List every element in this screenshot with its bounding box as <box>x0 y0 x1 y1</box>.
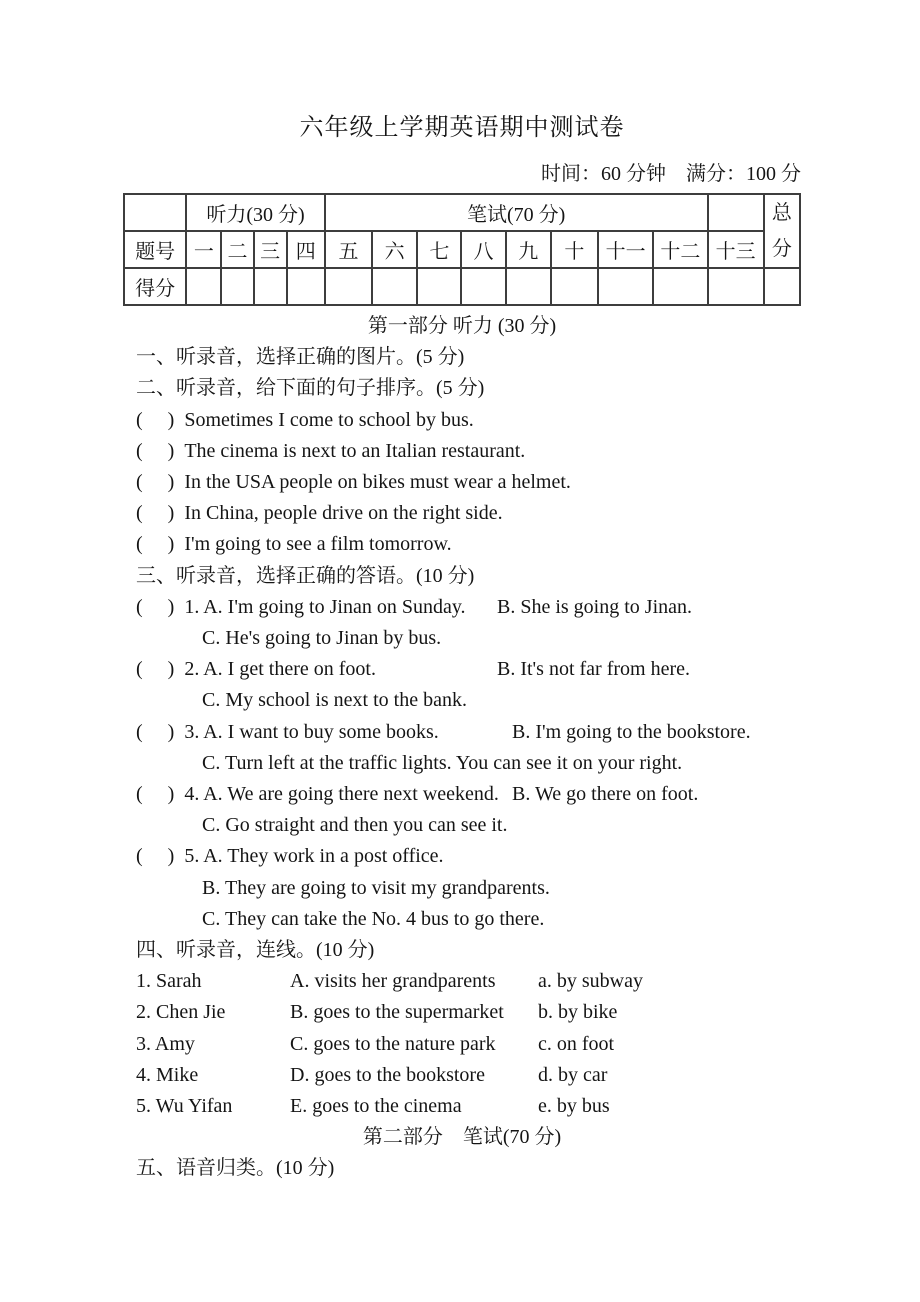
score-blank-cell <box>708 268 764 305</box>
option-a: 5. A. They work in a post office. <box>184 845 444 868</box>
section5-title: 五、语音归类。(10 分) <box>136 1157 335 1180</box>
question-col: 六 <box>372 231 417 268</box>
section4-title: 四、听录音，连线。(10 分) <box>136 939 375 962</box>
question-3-line <box>123 717 801 748</box>
match-name: 1. Sarah <box>136 970 202 993</box>
score-blank-cell <box>221 268 253 305</box>
question-col: 二 <box>221 231 253 268</box>
question-5-line <box>123 841 801 872</box>
match-row <box>123 966 801 997</box>
section2-title: 二、听录音，给下面的句子排序。(5 分) <box>136 377 485 400</box>
page-title: 六年级上学期英语期中测试卷 <box>299 115 625 141</box>
question-col: 四 <box>287 231 325 268</box>
option-c: C. My school is next to the bank. <box>202 689 467 712</box>
question-col: 五 <box>325 231 372 268</box>
option-c: C. They can take the No. 4 bus to go there. <box>202 907 545 930</box>
ordering-item <box>123 436 801 467</box>
match-action: C. goes to the nature park <box>290 1032 496 1055</box>
match-transport: b. by bike <box>538 1001 618 1024</box>
option-b: B. We go there on foot. <box>512 783 699 806</box>
part2-heading: 第二部分 笔试(70 分) <box>362 1126 562 1149</box>
part1-heading: 第一部分 听力 (30 分) <box>367 315 557 337</box>
match-name: 5. Wu Yifan <box>136 1095 233 1118</box>
answer-blank: ( ) <box>136 471 175 494</box>
ordering-item <box>123 498 801 529</box>
page-content <box>123 0 801 1185</box>
question-col: 十二 <box>653 231 707 268</box>
match-action: B. goes to the supermarket <box>290 1001 504 1024</box>
total-score-label-top: 总 <box>771 202 792 224</box>
sentence-text: Sometimes I come to school by bus. <box>184 408 474 431</box>
score-table-corner-cell <box>124 194 186 231</box>
question-number-label: 题号 <box>124 231 186 268</box>
option-c: C. Turn left at the traffic lights. You can see it on your right. <box>202 751 683 774</box>
answer-blank: ( ) <box>136 783 175 806</box>
answer-blank: ( ) <box>136 533 175 556</box>
score-blank-cell <box>287 268 325 305</box>
score-blank-cell <box>764 268 800 305</box>
match-transport: e. by bus <box>538 1095 610 1118</box>
match-transport: a. by subway <box>538 970 643 993</box>
match-row <box>123 1060 801 1091</box>
question-col: 七 <box>417 231 461 268</box>
option-a: 1. A. I'm going to Jinan on Sunday. <box>184 595 466 618</box>
match-action: A. visits her grandparents <box>290 970 496 993</box>
question-1-line <box>123 592 801 623</box>
match-name: 4. Mike <box>136 1063 199 1086</box>
exam-time-and-score: 时间：60 分钟 满分：100 分 <box>541 163 801 185</box>
question-col: 十三 <box>708 231 764 268</box>
answer-blank: ( ) <box>136 595 175 618</box>
option-a: 3. A. I want to buy some books. <box>184 720 439 743</box>
sentence-text: The cinema is next to an Italian restaurant. <box>184 439 526 462</box>
question-col: 三 <box>254 231 287 268</box>
answer-blank: ( ) <box>136 658 175 681</box>
match-row <box>123 1029 801 1060</box>
question-col: 十一 <box>598 231 653 268</box>
score-blank-cell <box>372 268 417 305</box>
question-col: 九 <box>506 231 551 268</box>
score-table-empty-header-cell <box>708 194 764 231</box>
exam-body <box>123 311 801 1185</box>
sentence-text: In China, people drive on the right side. <box>184 502 503 525</box>
score-blank-cell <box>325 268 372 305</box>
question-col: 一 <box>186 231 221 268</box>
written-header-cell: 笔试(70 分) <box>325 194 708 231</box>
option-b: B. They are going to visit my grandparents. <box>202 876 550 899</box>
match-action: D. goes to the bookstore <box>290 1063 485 1086</box>
option-b: B. It's not far from here. <box>497 658 690 681</box>
match-transport: d. by car <box>538 1063 608 1086</box>
question-number-row <box>124 231 800 268</box>
answer-blank: ( ) <box>136 408 175 431</box>
match-action: E. goes to the cinema <box>290 1095 462 1118</box>
total-score-cell <box>764 194 800 268</box>
answer-blank: ( ) <box>136 439 175 462</box>
total-score-label-bottom: 分 <box>771 238 792 260</box>
match-name: 3. Amy <box>136 1032 195 1055</box>
section3-title: 三、听录音，选择正确的答语。(10 分) <box>136 564 475 587</box>
question-2-line <box>123 654 801 685</box>
match-name: 2. Chen Jie <box>136 1001 226 1024</box>
score-blank-cell <box>417 268 461 305</box>
question-col: 十 <box>551 231 598 268</box>
score-blank-cell <box>598 268 653 305</box>
section1-title: 一、听录音，选择正确的图片。(5 分) <box>136 346 465 369</box>
question-4-line <box>123 779 801 810</box>
answer-blank: ( ) <box>136 502 175 525</box>
sentence-text: In the USA people on bikes must wear a helmet. <box>184 471 571 494</box>
match-row <box>123 997 801 1028</box>
option-b: B. She is going to Jinan. <box>497 595 693 618</box>
score-blank-cell <box>461 268 505 305</box>
score-table <box>123 193 801 306</box>
score-row <box>124 268 800 305</box>
match-transport: c. on foot <box>538 1032 615 1055</box>
answer-blank: ( ) <box>136 720 175 743</box>
ordering-item <box>123 467 801 498</box>
score-table-header-row <box>124 194 800 231</box>
question-col: 八 <box>461 231 505 268</box>
score-label: 得分 <box>124 268 186 305</box>
listening-header-cell: 听力(30 分) <box>186 194 325 231</box>
sentence-text: I'm going to see a film tomorrow. <box>184 533 452 556</box>
ordering-item <box>123 405 801 436</box>
option-b: B. I'm going to the bookstore. <box>512 720 751 743</box>
score-blank-cell <box>506 268 551 305</box>
option-a: 4. A. We are going there next weekend. <box>184 783 499 806</box>
option-c: C. Go straight and then you can see it. <box>202 814 508 837</box>
score-blank-cell <box>551 268 598 305</box>
match-row <box>123 1091 801 1122</box>
score-blank-cell <box>653 268 707 305</box>
score-blank-cell <box>186 268 221 305</box>
ordering-item <box>123 529 801 560</box>
option-a: 2. A. I get there on foot. <box>184 658 376 681</box>
score-blank-cell <box>254 268 287 305</box>
answer-blank: ( ) <box>136 845 175 868</box>
option-c: C. He's going to Jinan by bus. <box>202 627 442 650</box>
